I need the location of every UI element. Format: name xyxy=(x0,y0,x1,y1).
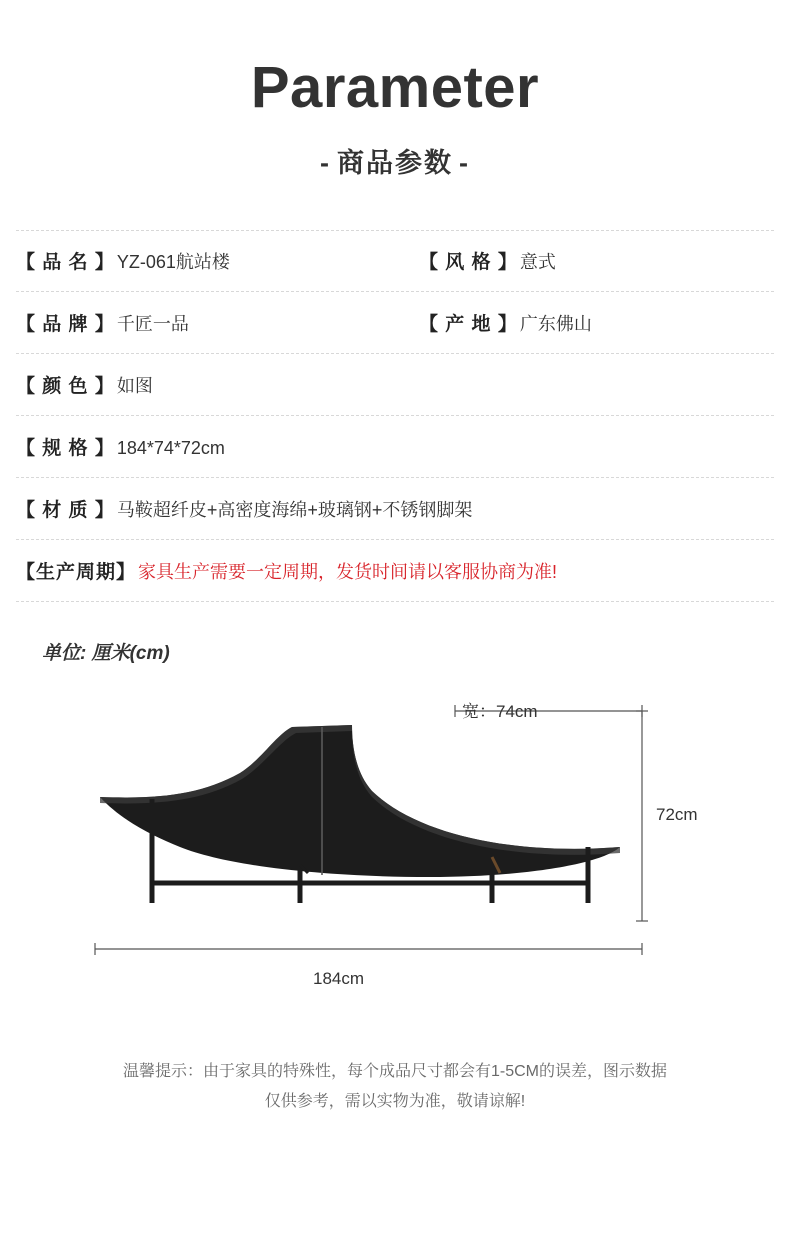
note-line-2: 仅供参考，需以实物为准，敬请谅解! xyxy=(264,1093,526,1111)
spec-label: 【 风 格 】 xyxy=(419,252,518,274)
spec-cell-color xyxy=(16,365,774,404)
spec-label: 【 品 牌 】 xyxy=(16,313,115,335)
spec-row xyxy=(16,416,774,478)
spec-value: 184*74*72cm xyxy=(116,437,225,458)
spec-row xyxy=(16,478,774,540)
spec-row xyxy=(16,540,774,602)
spec-cell-name xyxy=(16,241,395,280)
spec-value: 如图 xyxy=(116,375,153,396)
title-dash-right: - xyxy=(459,147,470,178)
title-dash-left: - xyxy=(320,147,331,178)
spec-label: 【 规 格 】 xyxy=(16,437,115,459)
spec-value: 千匠一品 xyxy=(116,313,189,334)
spec-value: 意式 xyxy=(519,252,556,273)
spec-label: 【 品 名 】 xyxy=(16,252,115,274)
page-title-en: Parameter xyxy=(250,55,540,120)
spec-cell-size xyxy=(16,427,774,466)
spec-table xyxy=(0,230,790,602)
dimension-diagram xyxy=(0,687,790,1017)
spec-cell-origin xyxy=(395,303,774,342)
spec-value: 马鞍超纤皮+高密度海绵+玻璃钢+不锈钢脚架 xyxy=(116,499,473,520)
spec-value-alert: 家具生产需要一定周期，发货时间请以客服协商为准! xyxy=(138,561,558,582)
spec-label: 【 产 地 】 xyxy=(419,313,518,335)
spec-cell-style xyxy=(395,241,774,280)
height-label: 72cm xyxy=(656,804,698,824)
spec-label: 【 材 质 】 xyxy=(16,499,115,521)
chaise-illustration xyxy=(100,725,620,903)
spec-label: 【生产周期】 xyxy=(16,561,137,583)
length-dimension xyxy=(95,943,642,955)
spec-row xyxy=(16,292,774,354)
spec-row xyxy=(16,230,774,292)
spec-label: 【 颜 色 】 xyxy=(16,375,115,397)
unit-label: 单位: 厘米(cm) xyxy=(42,642,170,664)
width-label: 宽：74cm xyxy=(462,701,538,721)
height-dimension xyxy=(636,711,648,921)
page-title-cn xyxy=(0,141,790,180)
note-line-1: 温馨提示：由于家具的特殊性，每个成品尺寸都会有1-5CM的误差，图示数据 xyxy=(122,1062,667,1080)
spec-cell-brand xyxy=(16,303,395,342)
footer-note xyxy=(45,1057,745,1118)
spec-row xyxy=(16,354,774,416)
spec-value: 广东佛山 xyxy=(519,313,592,334)
diagram-svg xyxy=(0,687,790,1017)
title-cn-text: 商品参数 xyxy=(337,147,453,178)
page-header xyxy=(0,0,790,180)
length-label: 184cm xyxy=(313,968,365,988)
spec-cell-material xyxy=(16,489,774,528)
spec-value: YZ-061航站楼 xyxy=(116,252,230,273)
spec-cell-production-cycle xyxy=(16,551,774,590)
